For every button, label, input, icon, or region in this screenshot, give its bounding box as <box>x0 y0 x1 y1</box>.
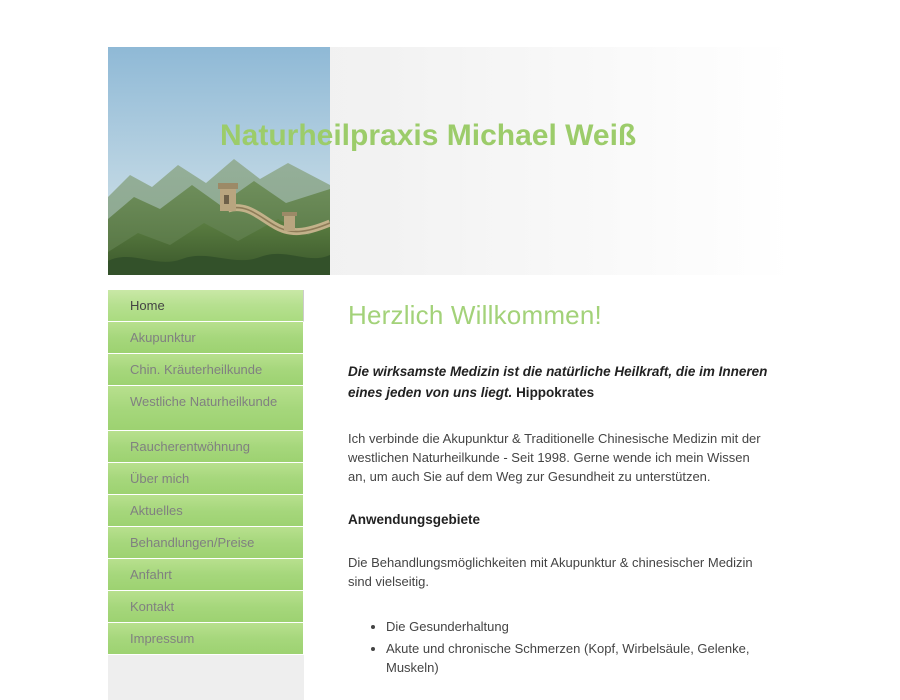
intro-paragraph: Ich verbinde die Akupunktur & Traditionelle Chinesische Medizin mit der westlichen Naturheilkunde - Seit 1998. Gerne wende ich mein Wissen an, um auch Sie auf dem Weg zur Gesundheit zu unterstützen. <box>348 431 761 484</box>
sidebar-item-aktuelles[interactable]: Aktuelles <box>108 495 304 527</box>
quote-author: Hippokrates <box>516 385 595 400</box>
sidebar-item-raucherentwoehnung[interactable]: Raucherentwöhnung <box>108 431 304 463</box>
second-paragraph: Die Behandlungsmöglichkeiten mit Akupunktur & chinesischer Medizin sind vielseitig. <box>348 555 753 589</box>
section-subheading: Anwendungsgebiete <box>348 512 481 527</box>
site-header <box>108 47 792 275</box>
header-photo <box>108 47 330 275</box>
great-wall-photo-icon <box>108 47 330 275</box>
list-item: • Die Gesunderhaltung <box>386 617 768 636</box>
sidebar-item-chin-kraeuterheilkunde[interactable]: Chin. Kräuterheilkunde <box>108 354 304 386</box>
sidebar-nav <box>108 290 304 700</box>
page-title: Herzlich Willkommen! <box>348 300 602 330</box>
sidebar-item-anfahrt[interactable]: Anfahrt <box>108 559 304 591</box>
site-title: Naturheilpraxis Michael Weiß <box>220 119 637 152</box>
hippocrates-quote <box>348 361 768 403</box>
quote-text: Die wirksamste Medizin ist die natürliche Heilkraft, die im Inneren eines jeden von uns liegt. <box>348 364 768 400</box>
sidebar-item-westliche-naturheilkunde[interactable]: Westliche Naturheilkunde <box>108 386 304 431</box>
list-item: • Akute und chronische Schmerzen (Kopf, Wirbelsäule, Gelenke, Muskeln) <box>386 639 768 677</box>
applications-list <box>348 617 768 677</box>
sidebar-item-impressum[interactable]: Impressum <box>108 623 304 655</box>
sidebar-item-behandlungen-preise[interactable]: Behandlungen/Preise <box>108 527 304 559</box>
sidebar-item-ueber-mich[interactable]: Über mich <box>108 463 304 495</box>
sidebar-item-kontakt[interactable]: Kontakt <box>108 591 304 623</box>
sidebar-item-home[interactable]: Home <box>108 290 304 322</box>
main-content <box>348 300 768 680</box>
sidebar-item-akupunktur[interactable]: Akupunktur <box>108 322 304 354</box>
